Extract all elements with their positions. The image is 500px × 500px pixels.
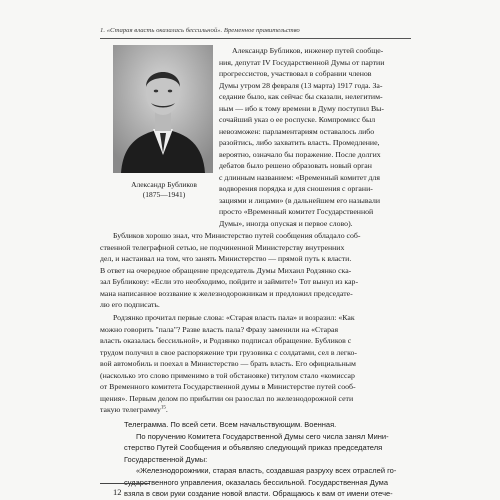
quote-line: сударственного управления, оказалась бессильной. Государственная Дума: [124, 477, 389, 487]
body-line: от Временного комитета Государственной думы в Министерстве путей сооб-: [100, 382, 356, 391]
body-line: ственной телеграфной сетью, не подчиненной Министерству внутренних: [100, 242, 345, 252]
right-col-line: дебатов было решено образовать новый орган: [219, 161, 372, 170]
right-col-line: ния, депутат IV Государственной Думы от партии: [219, 57, 385, 67]
footnote-ref: 15: [160, 405, 166, 411]
right-col-line: с длинным названием: «Временный комитет для: [219, 172, 380, 182]
body-line: мана написанное воззвание к железнодорожникам и предложил председате-: [100, 288, 353, 298]
right-col-line: зациями и лицами» (в дальнейшем его называли: [219, 195, 381, 205]
caption-name: Александр Бубликов: [131, 180, 197, 189]
caption-years: (1875—1941): [142, 190, 186, 199]
right-col-line: прогрессистов, участвовал в собрании членов: [219, 69, 372, 78]
right-col-line: вероятно, означало бы поражение. После долгих: [219, 149, 381, 159]
order-line: По поручению Комитета Государственной Думы сего числа занял Мини-: [136, 432, 389, 441]
quote-line: взяла в свои руки создание новой власти. Обращаюсь к вам от имени отече-: [124, 489, 393, 498]
body-line: вой автомобиль и поехал в Министерство — брать власть. Его официальным: [100, 359, 356, 368]
portrait-photo: [113, 45, 213, 173]
body-line: можно говорить "пала"? Разве власть пала? Фразу заменили на «Старая: [100, 324, 339, 334]
telegram-line: Телеграмма. По всей сети. Всем начальствующим. Военная.: [124, 420, 337, 429]
body-line: щения». Первым делом по прибытии он разослал по железнодорожной сети: [100, 393, 354, 403]
body-line: (насколько это слово применимо в той обстановке) титулом стало «комиссар: [100, 370, 355, 380]
right-col-line: разойтись, либо захватить власть. Промедление,: [219, 138, 380, 147]
right-col-line: сочайший указ о ее роспуске. Компромисс был: [219, 115, 376, 124]
body-line: трудом получил в свое распоряжение три грузовика с солдатами, сел в легко-: [100, 347, 357, 357]
body-line: Родзянко прочитал первые слова: «Старая власть пала» и возразил: «Как: [113, 313, 355, 322]
right-col-line: Александр Бубликов, инженер путей сообще-: [232, 46, 384, 55]
body-line-end: .: [165, 405, 168, 414]
body-line-text: такую телеграмму: [100, 405, 161, 414]
header-rule: [100, 38, 411, 39]
body-line: лю его подписать.: [100, 300, 160, 309]
body-line: зал Бубликову: «Если это необходимо, пойдите и займите!» Тот вынул из кар-: [100, 277, 359, 286]
order-line: Государственной Думы:: [124, 454, 208, 464]
body-line: дел, и настаивал на том, что занять Министерство — прямой путь к власти.: [100, 254, 352, 263]
right-col-line: Думы утром 28 февраля (13 марта) 1917 года. За-: [219, 80, 383, 90]
right-col-line: Думы», иногда опуская и первое слово).: [219, 218, 353, 228]
order-line: стерство Путей Сообщения и объявляю следующий приказ председателя: [124, 443, 383, 453]
right-col-line: просто «Временный комитет Государственной: [219, 207, 374, 216]
right-col-line: водворения порядка и для сношения с органи-: [219, 184, 373, 193]
quote-line: «Железнодорожники, старая власть, создавшая разруху всех отраслей го-: [136, 466, 397, 476]
page-number: 12: [113, 487, 122, 497]
photo-caption: [107, 180, 221, 200]
body-line: [100, 404, 168, 416]
body-line: В ответ на очередное обращение председатель Думы Михаил Родзянко ска-: [100, 265, 352, 275]
right-col-line: ным — ибо к тому времени в Думу поступил Вы-: [219, 103, 385, 113]
running-header: 1. «Старая власть оказалась бессильной». Временное правительство: [100, 27, 300, 34]
right-col-line: седание было, как сейчас бы сказали, нелегитим-: [219, 92, 383, 101]
body-line: Бубликов хорошо знал, что Министерство путей сообщения обладало соб-: [113, 231, 361, 240]
right-col-line: невозможен: парламентариям оставалось либо: [219, 126, 375, 136]
footer-rule: [100, 483, 150, 484]
body-line: власть оказалась бессильной», и Родзянко подписал обращение. Бубликов с: [100, 336, 352, 345]
